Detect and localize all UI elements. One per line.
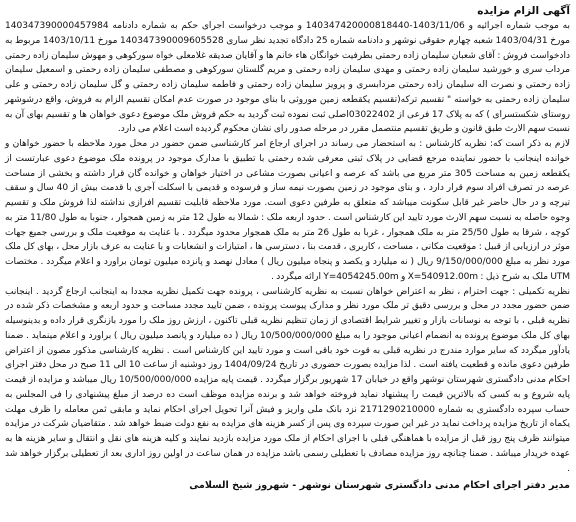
notice-paragraph-2: لازم به ذکر است که: نظریه کارشناس : به استحضار می رساند در اجرای ارجاع امر کارشناسی ضمن حضور در محل مورد ملاحظه با حضور خواهان و خوانده اینجانب با حضور نماینده مرجع قضایی در پلاک ثبتی معرفی شده رحمتی با تطبیق با مدارک موجود در پرونده ملک موضوع دعوی عبارتست از یکقطعه زمین به مساحت 305 متر مربع می باشد که عرصه و اعیانی بصورت مشاعی در اختیار خواهان و خوانده گان قرار داشته و بخشی از مساحت عرصه در تصرف افراد سوم قرار دارد ، و بنای موجود در زمین بصورت نیمه ساز و فرسوده و قدیمی با اسکلت آجری با قدمت بیش از 40 سال و سقف تیرچه و در حال حاضر غیر قابل سکونت میباشد که متعلق به طرفین دعوی است. مورد ملاحظه قابلیت تقسیم افرازی نداشته لذا فروش ملک و تقسیم وجوه حاصله به نسبت سهم الارث مورد تایید این کارشناس است . حدود اربعه ملک : شمالا به طول 12 متر به زمین همجوار ، جنوبا به طول 11/80 متر به کوچه ، شرقا به طول 25/50 متر به ملک همجوار ، غربا به طول 26 متر به ملک همجوار محدود میگردد . با عنایت به موقعیت ملک و بررسی جمیع جهات موثر در ارزیابی از قبیل : موقعیت مکانی ، مساحت ، کاربری ، قدمت بنا ، دسترسی ها ، امتیازات و انشعابات و با عنایت به عرف بازار محل ، بهای کل ملک مورد نظر به مبلغ 9/150/000/000 ریال ( نه میلیارد و یکصد و پنجاه میلیون ریال ) معادل نهصد و پانزده میلیون تومان براورد و اعلام میگردد . مختصات UTM ملک به شرح ذیل : X=540912.00m و Y=4054245.00m ارائه میگردد . bbox=[5, 139, 570, 282]
notice-title: آگهی الزام مزایده bbox=[477, 5, 570, 17]
page-bottom-space bbox=[5, 493, 570, 519]
notice-paragraph-3: نظریه تکمیلی : جهت احترام ، نظر به اعتراض خواهان نسبت به نظریه کارشناسی ، پرونده جهت تکمیل نظریه مجددا به اینجانب ارجاع گردید . اینجانب ضمن حضور مجدد در محل و بررسی دقیق تر ملک مورد نظر و مدارک پیوست پرونده ، ضمن تایید مجدد مساحت و حدود اربعه و مشخصات ذکر شده در نظریه قبلی ، با توجه به نوسانات بازار و تغییر شرایط اقتصادی از زمان تنظیم نظریه قبلی تاکنون ، ارزش روز ملک را مورد بازنگری قرار داده و بدینوسیله بهای کل ملک موضوع پرونده به انضمام اعیانی موجود را به مبلغ 10/500/000/000 ریال ( ده میلیارد و پانصد میلیون ریال ) براورد و اعلام مینماید . ضمنا یادآور میگردد که سایر موارد مندرج در نظریه قبلی به قوت خود باقی است و مورد تایید این کارشناس است . نظریه کارشناسی مذکور مصون از اعتراض طرفین دعوی مانده و قطعیت یافته است . لذا مزایده بصورت حضوری در تاریخ 1404/09/24 روز دوشنبه از ساعت 10 الی 11 صبح در محل دفتر اجرای احکام مدنی دادگستری شهرستان نوشهر واقع در خیابان 17 شهریور برگزار میگردد . قیمت پایه مزایده 10/500/000/000 ریال میباشد و مزایده از قیمت پایه شروع و به کسی که بالاترین قیمت را پیشنهاد نماید فروخته خواهد شد و برنده مزایده موظف است ده درصد از مبلغ پیشنهادی را فی المجلس به حساب سپرده دادگستری به شماره 2171290210000 نزد بانک ملی واریز و فیش آنرا تحویل اجرای احکام نماید و مابقی ثمن معامله را ظرف مهلت یکماه از تاریخ مزایده پرداخت نماید در غیر این صورت سپرده وی پس از کسر هزینه های مزایده به نفع دولت ضبط خواهد شد . متقاضیان شرکت در مزایده میتوانند ظرف پنج روز قبل از مزایده با هماهنگی قبلی با اجرای احکام از ملک مورد مزایده بازدید نمایند و کلیه هزینه های نقل و انتقال و سایر هزینه ها به عهده خریدار میباشد . ضمنا چنانچه روز مزایده مصادف با تعطیلی رسمی باشد مزایده در همان ساعت در اولین روز اداری بعد از تعطیلی برگزار خواهد شد . bbox=[5, 286, 571, 474]
notice-signature: مدیر دفتر اجرای احکام مدنی دادگستری شهرستان نوشهر - شهروز شیخ السلامی bbox=[189, 480, 570, 492]
notice-paragraph-1: به موجب شماره اجرائیه و 1403/11/06-140347420000818440 و موجب درخواست اجرای حکم به شماره دادنامه 140347390000457984 مورخ 1403/04/31 شعبه چهارم حقوقی نوشهر و دادنامه شماره 25 دادگاه تجدید نظر ساری 140347390009605528 مورخ 1403/10/11 مربوط به دادخواست فروش : آقای شعبان سلیمان زاده رحمتی بطرفیت خوانگان هاء خانم ها و آقایان صدیقه غلامعلی خواه سورکوهی و مهوش سلیمان زاده رحمتی مرداب سری و خورشید سلیمان زاده رحمتی و مهدی سلیمان زاده رحمتی و مریم گلستان سورکوهی و مصطفی سلیمان زاده رحمتی و اسمعیل سلیمان زاده رحمتی و نصرت اله سلیمان زاده رحمتی مردابسری و پرویز سلیمان زاده رحمتی و فاطمه سلیمان زاده رحمتی و گل سلیمان زاده رحمتی و علی سلیمان زاده رحمتی به خواسته " تقسیم ترکه(تقسیم یکقطعه زمین موروثی با بنای موجود در صورت عدم امکان تقسیم الزام به فروش، واقع درشوشهر روستای شکستسرای ) که به پلاک 17 فرعی از 03022402اصلی ثبت نموده ثبت گردید به حکم فروش ملک موضوع دعوی خواهان ها و تقسیم بهای آن به نسبت سهم الارث طبق قانون و طریق تقسیم منتصمل مقرر در مرحله صدور رای نشان محکوم گردیده است اعلام می دارد. bbox=[5, 21, 571, 135]
